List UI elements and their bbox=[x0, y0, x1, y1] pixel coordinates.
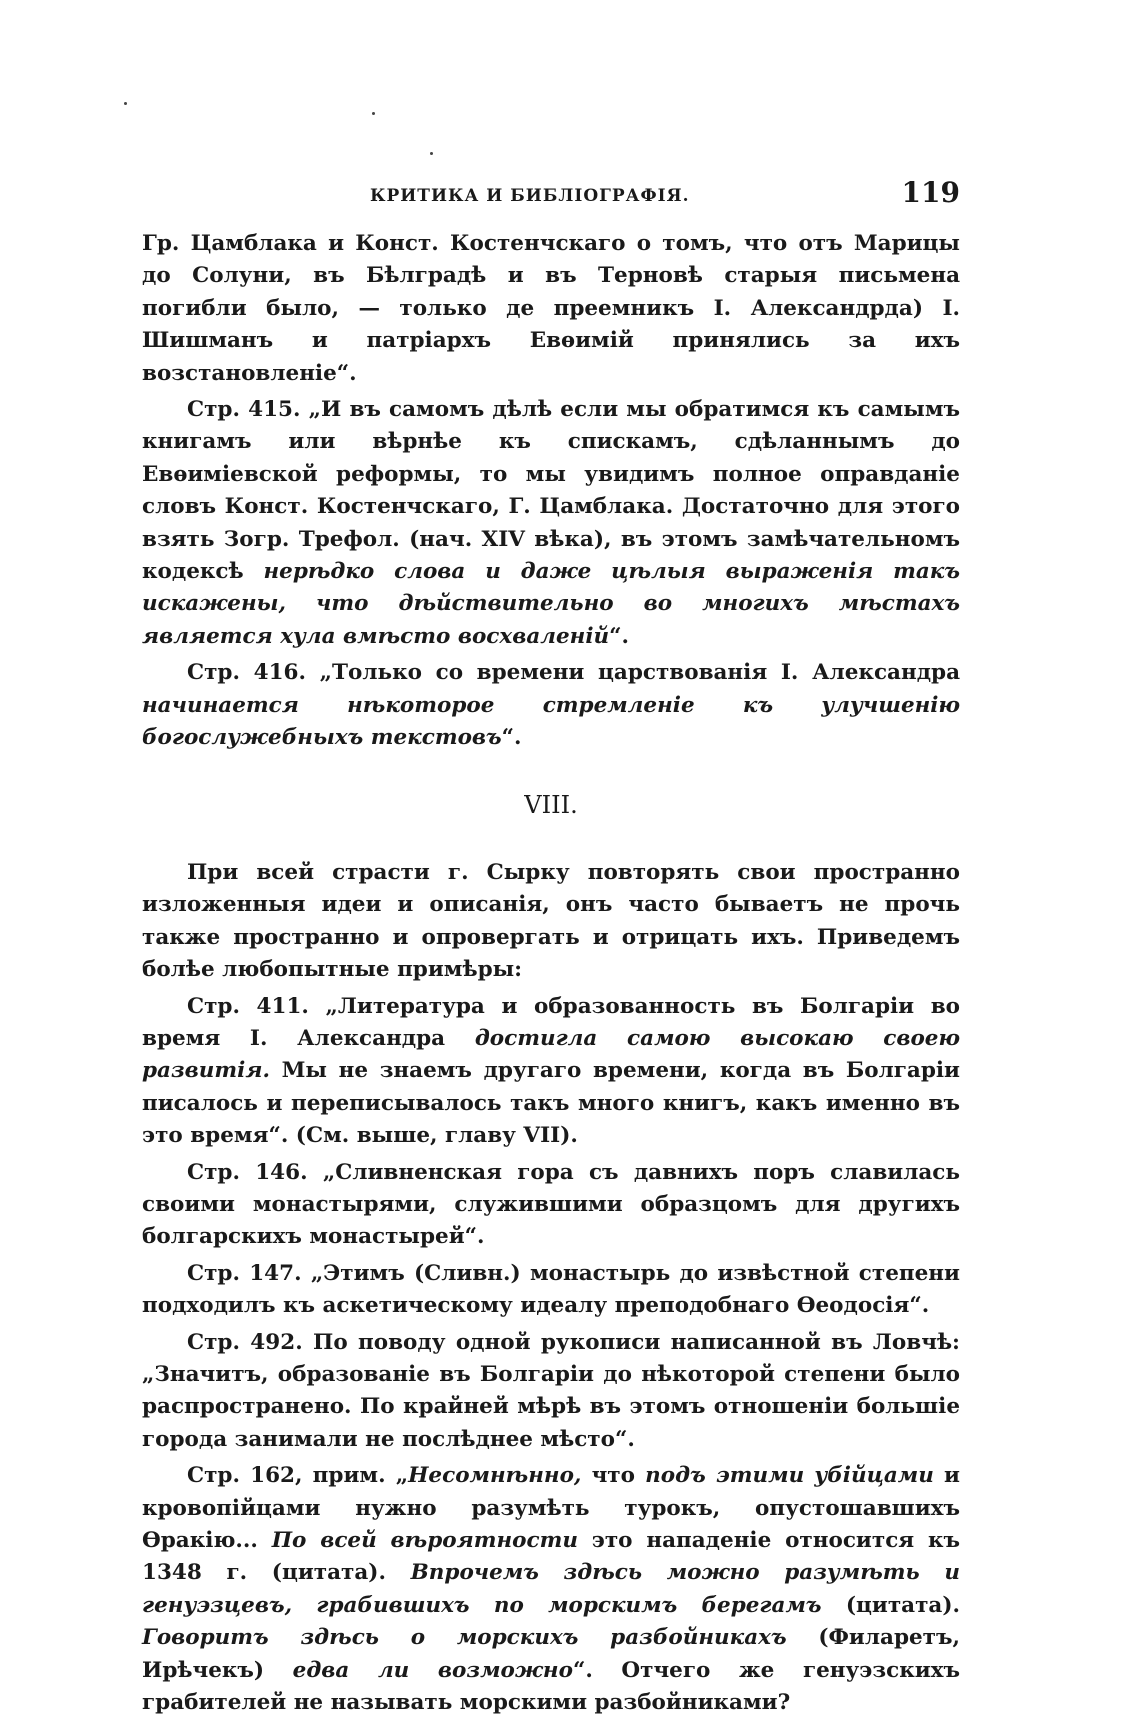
text-run: Стр. 411. „Литература и образованность въ Болгаріи во время I. Александра bbox=[142, 993, 960, 1051]
page-body bbox=[142, 228, 960, 1719]
text-run: “. bbox=[609, 623, 629, 649]
paragraph bbox=[142, 394, 960, 653]
paragraph: Стр. 147. „Этимъ (Сливн.) монастырь до извѣстной степени подходилъ къ аскетическому идеалу преподобнаго Ѳеодосія“. bbox=[142, 1260, 960, 1319]
section-heading: VIII. bbox=[524, 790, 578, 819]
page-header bbox=[140, 176, 960, 216]
paragraph: Стр. 492. По поводу одной рукописи написанной въ Ловчѣ: „Значитъ, образованіе въ Болгаріи до нѣкоторой степени было распространено. По крайней мѣрѣ въ этомъ отношеніи большіе города занимали не послѣднее мѣсто“. bbox=[142, 1329, 960, 1452]
italic-text-run: едва ли возможно bbox=[292, 1657, 573, 1683]
page-number: 119 bbox=[901, 176, 960, 209]
text-run: “. Отчего же генуэзскихъ грабителей не называть морскими разбойниками? bbox=[142, 1657, 960, 1716]
print-speck bbox=[372, 112, 375, 115]
text-run: Стр. 415. „И въ самомъ дѣлѣ если мы обратимся къ самымъ книгамъ или вѣрнѣе къ спискамъ, сдѣланнымъ до Евѳиміевской реформы, то мы увидимъ полное оправданіе словъ Конст. Костенчскаго, Г. Цамблака. Достаточно для этого взять Зогр. Трефол. (нач. XIV вѣка), въ этомъ замѣчательномъ кодексѣ bbox=[142, 397, 960, 585]
italic-text-run: нерѣдко слова и даже цѣлыя выраженія такъ искажены, что дѣйствительно во многихъ мѣстахъ является хула вмѣсто восхваленій bbox=[142, 559, 960, 649]
paragraph bbox=[142, 1460, 960, 1719]
print-speck bbox=[124, 102, 127, 105]
text-run: и кровопійцами нужно разумѣть турокъ, опустошавшихъ Ѳракію... bbox=[142, 1463, 960, 1554]
text-run: (Филаретъ, Ирѣчекъ) bbox=[142, 1625, 960, 1683]
italic-text-run: По всей вѣроятности bbox=[271, 1528, 578, 1554]
italic-text-run: начинается нѣкоторое стремленіе къ улучшенію богослужебныхъ текстовъ bbox=[142, 692, 960, 751]
italic-text-run: достигла самою высокаю своею развитія. bbox=[142, 1025, 960, 1084]
paragraph bbox=[142, 991, 960, 1153]
italic-text-run: Впрочемъ здѣсь можно разумѣть и генуэзцевъ, грабившихъ по морскимъ берегамъ bbox=[142, 1560, 960, 1618]
text-run: “. bbox=[501, 725, 522, 751]
text-run: Стр. 162, прим. „ bbox=[187, 1463, 409, 1489]
text-run: Мы не знаемъ другаго времени, когда въ Болгаріи писалось и переписывалось такъ много книгъ, какъ именно въ это время“. (См. выше, главу VII). bbox=[142, 1058, 960, 1149]
italic-text-run: Несомнѣнно, bbox=[408, 1463, 582, 1489]
text-run: (цитата). bbox=[821, 1592, 960, 1618]
running-title: КРИТИКА И БИБЛІОГРАФІЯ. bbox=[370, 186, 690, 206]
text-run: что bbox=[581, 1463, 646, 1489]
paragraph: Гр. Цамблака и Конст. Костенчскаго о томъ, что отъ Марицы до Солуни, въ Бѣлградѣ и въ Терновѣ старыя письмена погибли было, — только де преемникъ I. Александрда) I. Шишманъ и патріархъ Евѳимій принялись за ихъ возстановленіе“. bbox=[142, 231, 960, 386]
text-run: это нападеніе относится къ 1348 г. (цитата). bbox=[142, 1528, 961, 1586]
print-speck bbox=[430, 152, 433, 155]
paragraph bbox=[142, 657, 960, 754]
paragraph: Стр. 146. „Сливненская гора съ давнихъ поръ славилась своими монастырями, служившими образцомъ для другихъ болгарскихъ монастырей“. bbox=[142, 1159, 960, 1250]
paragraph: При всей страсти г. Сырку повторять свои пространно изложенныя идеи и описанія, онъ часто бываетъ не прочь также пространно и опровергать и отрицать ихъ. Приведемъ болѣе любопытные примѣры: bbox=[142, 859, 960, 983]
italic-text-run: Говоритъ здѣсь о морскихъ разбойникахъ bbox=[142, 1625, 787, 1651]
italic-text-run: подъ этими убійцами bbox=[645, 1463, 934, 1489]
text-run: Стр. 416. „Только со времени царствованія I. Александра bbox=[187, 660, 960, 686]
